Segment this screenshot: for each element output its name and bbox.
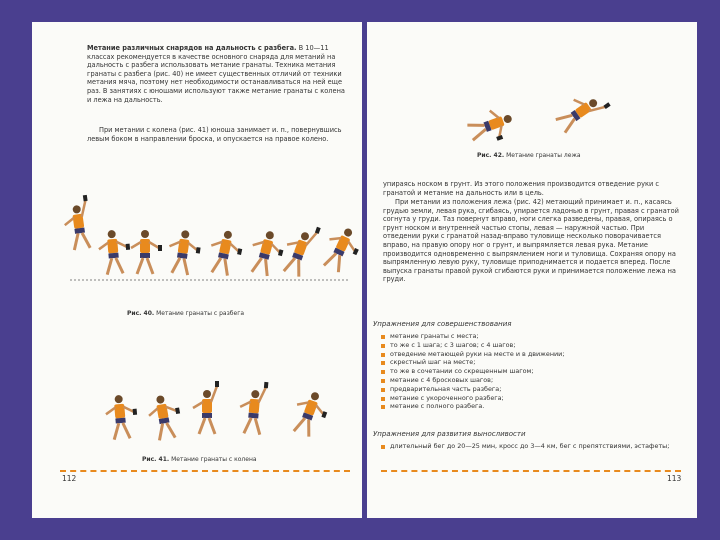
- exercise-item: метание с полного разбега.: [381, 402, 565, 411]
- fig41-caption: [142, 456, 257, 463]
- athlete-figure: [97, 229, 132, 276]
- speed-list: [381, 442, 681, 451]
- athlete-figure: [278, 219, 321, 278]
- exercise-item: метание гранаты с места;: [381, 332, 565, 341]
- figure-42: [452, 60, 622, 145]
- exercise-item: метание с укороченного разбега;: [381, 394, 565, 403]
- exercise-item: то же с 1 шага; с 3 шагов; с 4 шагов;: [381, 341, 565, 350]
- fig40-number: Рис. 40.: [127, 310, 155, 317]
- fig42-number: Рис. 42.: [477, 152, 505, 159]
- figure-41: [107, 352, 347, 457]
- section-heading: Метание различных снарядов на дальность с разбега.: [87, 44, 297, 52]
- speed-title: Упражнения для развития выносливости: [373, 430, 526, 438]
- athlete-figure: [465, 104, 517, 148]
- paragraph-continued: упираясь носком в грунт. Из этого положения производится отведение руки с гранатой и метание на дальность или в цель.: [383, 180, 659, 197]
- figure-40: [70, 172, 355, 297]
- fig42-text: Метание гранаты лежа: [506, 152, 581, 159]
- page-number-right: 113: [667, 474, 682, 483]
- athlete-figure: [288, 388, 332, 440]
- athlete-figure: [131, 230, 162, 274]
- athlete-figure: [146, 393, 184, 442]
- exercise-item: то же в сочетании со скрещенным шагом;: [381, 367, 565, 376]
- left-page: [32, 22, 362, 518]
- fig40-text: Метание гранаты с разбега: [156, 310, 245, 317]
- athlete-figure: [552, 84, 610, 136]
- athlete-figure: [166, 228, 203, 276]
- fig41-number: Рис. 41.: [142, 456, 170, 463]
- exercise-item: метание с 4 бросковых шагов;: [381, 376, 565, 385]
- paragraph-lying-throw: При метании из положения лежа (рис. 42) метающий принимает и. п., касаясь грудью земли, левая рука, сгибаясь, упирается ладонью в грунт, правая с гранатой согнута у груди. Таз повернут вправо, ноги слегка разведены, правая, опираясь о грунт носком и внутренней частью стопы, левая — наружной частью. При отведении руки с гранатой назад-вправо туловище несколько поворачивается вправо, на правую опору ног о грунт, и выпрямляется левая рука. Метание производится одновременно с выпрямлением ноги и туловища. Сохраняя опору на выпрямленную левую руку, туловище приподнимается и подается вперед. После выпуска гранаты правой рукой сгибаются руки и принимается положение лежа на груди.: [383, 198, 679, 284]
- footer-dash-line-right: [381, 470, 681, 472]
- right-page: [367, 22, 697, 518]
- paragraph-1: В 10—11 классах рекомендуется в качестве основного снаряда для метаний на дальность с разбега использовать метание гранаты. Техника метания гранаты с разбега (рис. 40) не имеет существенных отличий от техники метания мяча, поэтому нет необходимости останавливаться на ней еще раз. В занятиях с юношами используют также метание гранаты с колена и лежа на дальность.: [87, 44, 345, 104]
- fig42-caption: [477, 152, 581, 159]
- footer-dash-line: [60, 470, 350, 472]
- exercises-list: [381, 332, 565, 411]
- athlete-figure: [193, 381, 219, 434]
- exercise-item: предварительная часть разбега;: [381, 385, 565, 394]
- fig40-caption: [127, 310, 244, 317]
- exercise-item: отведение метающей руки на месте и в движении;: [381, 350, 565, 359]
- athlete-figure: [104, 394, 139, 441]
- page-number-left: 112: [62, 474, 77, 483]
- speed-exercise-item: длительный бег до 20—25 мин, кросс до 3—4 км, бег с препятствиями, эстафеты;: [381, 442, 681, 451]
- paragraph-2: При метании с колена (рис. 41) юноша занимает и. п., повернувшись левым боком в направлении броска, и опускается на правое колено.: [87, 126, 342, 143]
- athlete-figure: [238, 380, 269, 435]
- athlete-figure: [206, 228, 245, 277]
- fig41-text: Метание гранаты с колена: [171, 456, 257, 463]
- athlete-figure: [318, 223, 362, 276]
- athlete-figure: [61, 195, 94, 251]
- exercise-item: скрестный шаг на месте;: [381, 358, 565, 367]
- athlete-figure: [246, 228, 287, 279]
- intro-text: [87, 44, 347, 104]
- exercises-title: Упражнения для совершенствования: [373, 320, 512, 328]
